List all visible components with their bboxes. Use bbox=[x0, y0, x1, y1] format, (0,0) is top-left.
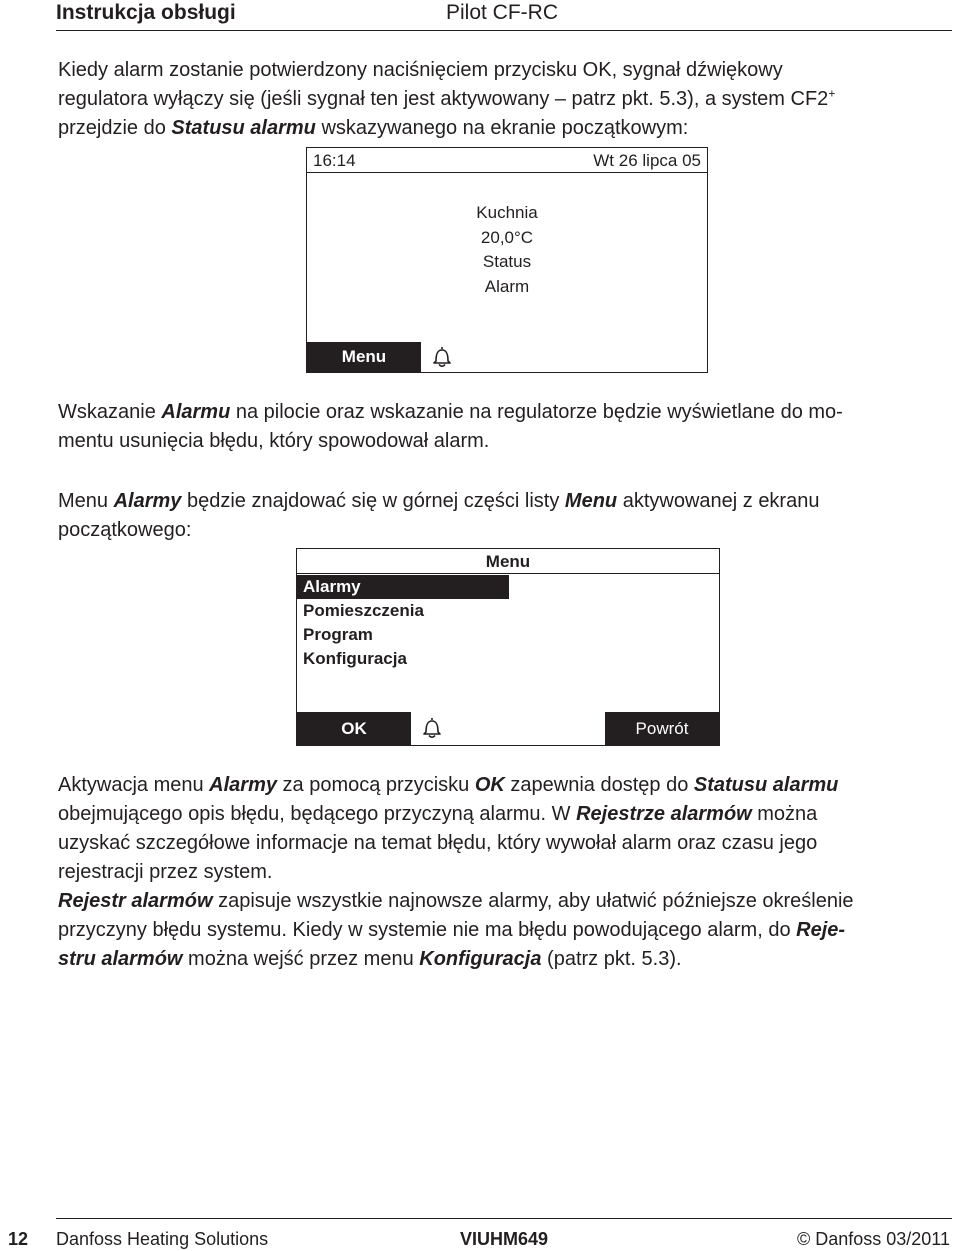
footer-company: Danfoss Heating Solutions bbox=[56, 1229, 269, 1249]
back-button[interactable]: Powrót bbox=[605, 712, 719, 745]
emphasis-rejestrze-alarmow: Rejestrze alarmów bbox=[576, 803, 752, 825]
screen-divider bbox=[297, 573, 719, 574]
alarm-label: Alarm bbox=[484, 276, 530, 296]
header-subtitle: Pilot CF-RC bbox=[446, 1, 559, 24]
footer-divider bbox=[56, 1218, 952, 1219]
text-segment: zapewnia dostęp do bbox=[504, 774, 694, 796]
bell-icon bbox=[421, 716, 443, 745]
emphasis-konfiguracja: Konfiguracja bbox=[419, 948, 542, 970]
emphasis-rejestru: Reje- bbox=[796, 919, 846, 941]
text-segment: można bbox=[751, 803, 818, 825]
page-number: 12 bbox=[8, 1229, 29, 1249]
text-segment: aktywowanej z ekranu bbox=[617, 490, 820, 512]
emphasis-rejestr-alarmow: Rejestr alarmów bbox=[58, 890, 213, 912]
clock-time: 16:14 bbox=[313, 151, 356, 170]
text-line: uzyskać szczegółowe informacje na temat błędu, który wywołał alarm oraz czasu jego bbox=[58, 832, 818, 854]
menu-item-alarmy[interactable]: Alarmy bbox=[297, 575, 509, 599]
text-segment: Menu bbox=[58, 490, 114, 512]
text-line: regulatora wyłączy się (jeśli sygnał ten jest aktywowany – patrz pkt. 5.3), a system CF2 bbox=[58, 88, 829, 110]
emphasis-menu: Menu bbox=[564, 490, 618, 512]
text-segment: obejmującego opis błędu, będącego przyczyną alarmu. W bbox=[58, 803, 577, 825]
text-segment: przyczyny błędu systemu. Kiedy w systemie nie ma błędu powodującego alarm, do bbox=[58, 919, 797, 941]
text-segment: zapisuje wszystkie najnowsze alarmy, aby ułatwić późniejsze określenie bbox=[212, 890, 854, 912]
bell-icon bbox=[431, 345, 453, 374]
text-segment: będzie znajdować się w górnej części listy bbox=[181, 490, 565, 512]
text-line: początkowego: bbox=[58, 519, 192, 541]
status-label: Status bbox=[482, 252, 532, 271]
text-segment: Wskazanie bbox=[58, 401, 162, 423]
text-segment: na pilocie oraz wskazanie na regulatorze będzie wyświetlane do mo- bbox=[230, 401, 843, 423]
room-temperature: 20,0°C bbox=[480, 227, 534, 247]
header-title: Instrukcja obsługi bbox=[56, 1, 236, 24]
emphasis-stru-alarmow: stru alarmów bbox=[58, 948, 183, 970]
date-label: Wt 26 lipca 05 bbox=[593, 151, 701, 170]
menu-button[interactable]: Menu bbox=[307, 342, 421, 372]
text-segment: wskazywanego na ekranie początkowym: bbox=[315, 117, 689, 139]
menu-item-program[interactable]: Program bbox=[303, 625, 373, 644]
menu-item-pomieszczenia[interactable]: Pomieszczenia bbox=[303, 601, 424, 620]
emphasis-alarmy: Alarmy bbox=[209, 774, 277, 796]
header-divider bbox=[56, 30, 952, 31]
footer-doc-code: VIUHM649 bbox=[460, 1229, 549, 1249]
text-segment: przejdzie do bbox=[58, 117, 172, 139]
room-name: Kuchnia bbox=[476, 203, 538, 222]
emphasis-statusu-alarmu: Statusu alarmu bbox=[693, 774, 839, 796]
emphasis-ok: OK bbox=[474, 774, 505, 796]
text-line: Kiedy alarm zostanie potwierdzony naciśnięciem przycisku OK, sygnał dźwiękowy bbox=[58, 59, 783, 81]
footer-copyright: © Danfoss 03/2011 bbox=[796, 1229, 950, 1249]
paragraph-alarm-log bbox=[58, 887, 950, 974]
paragraph-alarm-indication bbox=[58, 398, 950, 456]
text-segment: za pomocą przycisku bbox=[276, 774, 475, 796]
menu-title: Menu bbox=[485, 552, 531, 571]
text-segment: Aktywacja menu bbox=[58, 774, 210, 796]
text-line: mentu usunięcia błędu, który spowodował alarm. bbox=[58, 430, 490, 452]
paragraph-alarm-access bbox=[58, 771, 950, 887]
emphasis-status-alarmu: Statusu alarmu bbox=[171, 117, 316, 139]
emphasis-alarmu: Alarmu bbox=[161, 401, 231, 423]
room-info bbox=[307, 201, 707, 299]
emphasis-alarmy: Alarmy bbox=[113, 490, 182, 512]
text-segment: można wejść przez menu bbox=[182, 948, 420, 970]
menu-item-konfiguracja[interactable]: Konfiguracja bbox=[303, 649, 407, 668]
ok-button[interactable]: OK bbox=[297, 712, 411, 745]
text-line: rejestracji przez system. bbox=[58, 861, 273, 883]
screen-divider bbox=[307, 172, 707, 173]
remote-menu-screen bbox=[296, 548, 720, 746]
paragraph-alarm-menu bbox=[58, 487, 950, 545]
remote-home-screen bbox=[306, 147, 708, 373]
text-segment: (patrz pkt. 5.3). bbox=[541, 948, 682, 970]
superscript-plus: + bbox=[828, 86, 836, 101]
paragraph-alarm-ack bbox=[58, 56, 950, 143]
